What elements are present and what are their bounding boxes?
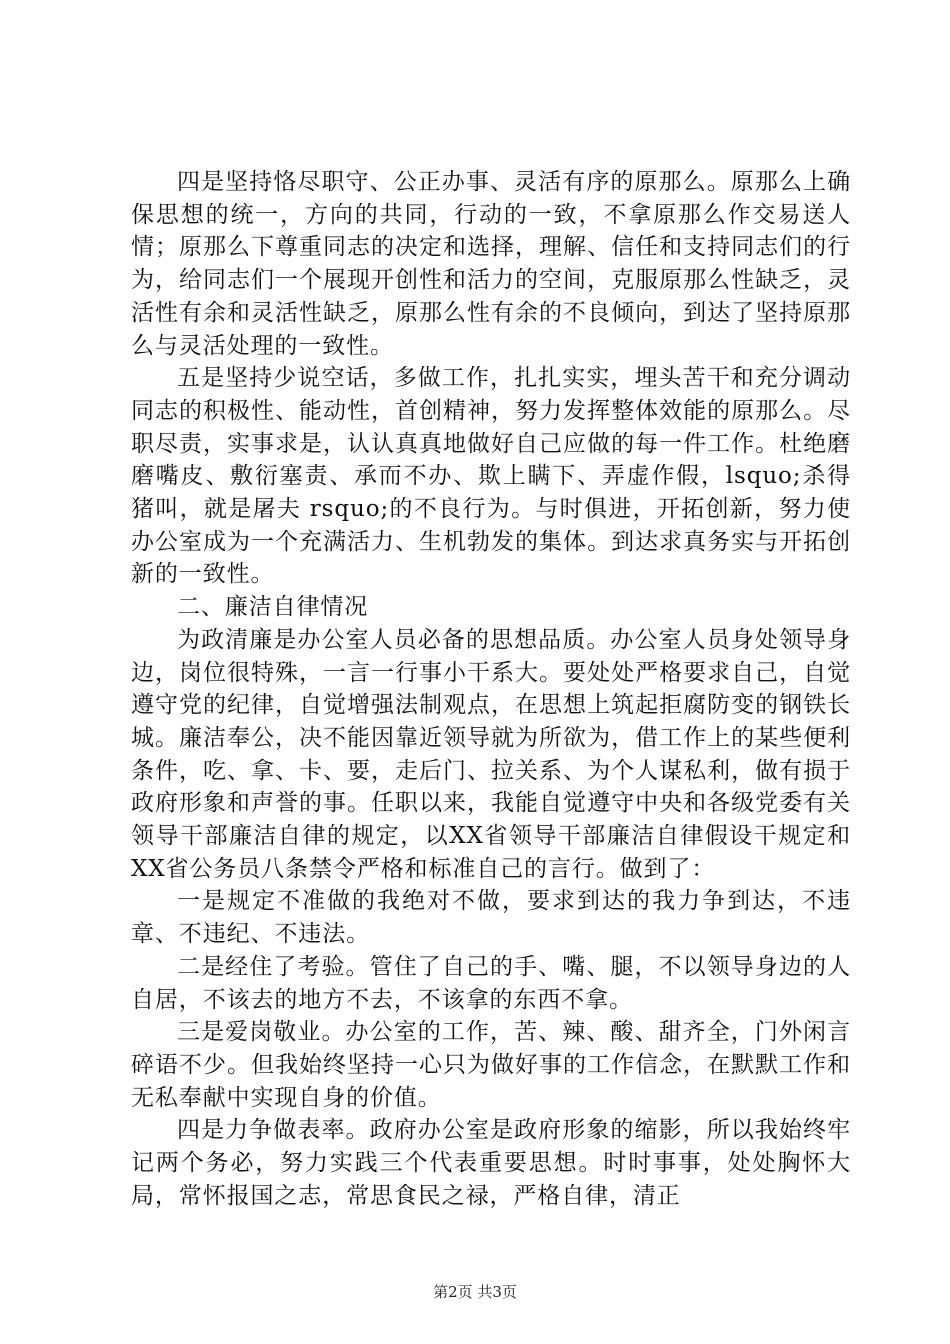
paragraph-point-four: 四是力争做表率。政府办公室是政府形象的缩影，所以我始终牢记两个务必，努力实践三个代表重要思想。时时事事，处处胸怀大局，常怀报国之志，常思食民之禄，严格自律，清正: [131, 1117, 851, 1209]
paragraph-point-three: 三是爱岗敬业。办公室的工作，苦、辣、酸、甜齐全，门外闲言碎语不少。但我始终坚持一心只为做好事的工作信念，在默默工作和无私奉献中实现自身的价值。: [131, 1019, 851, 1111]
document-body: [131, 166, 851, 1213]
paragraph-principle-five: 五是坚持少说空话，多做工作，扎扎实实，埋头苦干和充分调动同志的积极性、能动性，首创精神，努力发挥整体效能的原那么。尽职尽责，实事求是，认认真真地做好自己应做的每一件工作。杜绝磨磨嘴皮、敷衍塞责、承而不办、欺上瞒下、弄虚作假，lsquo;杀得猪叫，就是屠夫 rsquo;的不良行为。与时俱进，开拓创新，努力使办公室成为一个充满活力、生机勃发的集体。到达求真务实与开拓创新的一致性。: [131, 365, 851, 588]
paragraph-point-two: 二是经住了考验。管住了自己的手、嘴、腿，不以领导身边的人自居，不该去的地方不去，不该拿的东西不拿。: [131, 953, 851, 1013]
page-number-footer: 第2页 共3页: [433, 1283, 517, 1301]
paragraph-principle-four: 四是坚持恪尽职守、公正办事、灵活有序的原那么。原那么上确保思想的统一，方向的共同，行动的一致，不拿原那么作交易送人情；原那么下尊重同志的决定和选择，理解、信任和支持同志们的行为，给同志们一个展现开创性和活力的空间，克服原那么性缺乏，灵活性有余和灵活性缺乏，原那么性有余的不良倾向，到达了坚持原那么与灵活处理的一致性。: [131, 169, 851, 359]
paragraph-integrity-intro: 为政清廉是办公室人员必备的思想品质。办公室人员身处领导身边，岗位很特殊，一言一行事小干系大。要处处严格要求自己，自觉遵守党的纪律，自觉增强法制观点，在思想上筑起拒腐防变的钢铁长城。廉洁奉公，决不能因靠近领导就为所欲为，借工作上的某些便利条件，吃、拿、卡、要，走后门、拉关系、为个人谋私利，做有损于政府形象和声誉的事。任职以来，我能自觉遵守中央和各级党委有关领导干部廉洁自律的规定，以XX省领导干部廉洁自律假设干规定和XX省公务员八条禁令严格和标准自己的言行。做到了：: [131, 626, 851, 882]
section-heading: 二、廉洁自律情况: [177, 594, 369, 621]
paragraph-point-one: 一是规定不准做的我绝对不做，要求到达的我力争到达，不违章、不违纪、不违法。: [131, 888, 851, 948]
